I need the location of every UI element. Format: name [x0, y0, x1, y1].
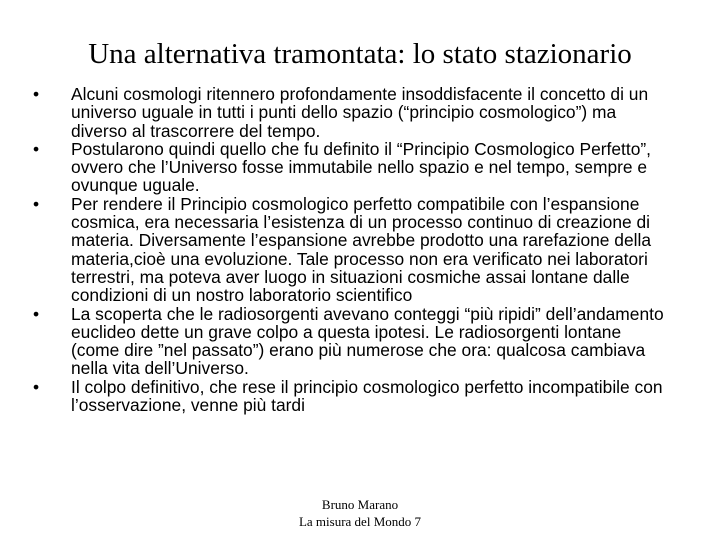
footer-author: Bruno Marano [321, 497, 399, 512]
footer-caption: La misura del Mondo 7 [298, 514, 422, 529]
bullet-text: Il colpo definitivo, che rese il principio cosmologico perfetto incompatibile con l’osservazione, venne più tardi [71, 376, 663, 416]
bullet-item [30, 195, 670, 305]
bullet-item [30, 305, 670, 378]
bullet-item [30, 140, 670, 195]
bullet-text: Postularono quindi quello che fu definito il “Principio Cosmologico Perfetto”, ovvero che l’Universo fosse immutabile nello spazio e nel tempo, sempre e ovunque uguale. [71, 138, 652, 196]
bullet-dot-icon: • [32, 193, 40, 214]
bullet-text: Per rendere il Principio cosmologico perfetto compatibile con l’espansione cosmica, era necessaria l’esistenza di un processo continuo di creazione di materia. Diversamente l’espansione avrebbe prodotto una rarefazione della materia,cioè una evoluzione. Tale processo non era verificato nei laboratori terrestri, ma poteva aver luogo in situazioni cosmiche assai lontane dalle condizioni di un nostro laboratorio scientifico [71, 193, 652, 306]
bullet-text: La scoperta che le radiosorgenti avevano conteggi “più ripidi” dell’andamento euclideo dette un grave colpo a questa ipotesi. Le radiosorgenti lontane (come dire ”nel passato”) erano più numerose che ora: qualcosa cambiava nella vita dell’Universo. [71, 303, 664, 379]
bullet-item [30, 378, 670, 415]
slide-footer [260, 496, 460, 530]
bullet-dot-icon: • [32, 303, 40, 324]
slide-title: Una alternativa tramontata: lo stato stazionario [88, 38, 632, 70]
bullet-dot-icon: • [32, 84, 40, 104]
bullet-list [30, 85, 670, 414]
bullet-dot-icon: • [32, 376, 40, 397]
bullet-dot-icon: • [32, 138, 40, 159]
bullet-text: Alcuni cosmologi ritennero profondamente insoddisfacente il concetto di un universo uguale in tutti i punti dello spazio (“principio cosmologico”) ma diverso al trascorrere del tempo. [71, 84, 649, 141]
bullet-item [30, 85, 670, 140]
